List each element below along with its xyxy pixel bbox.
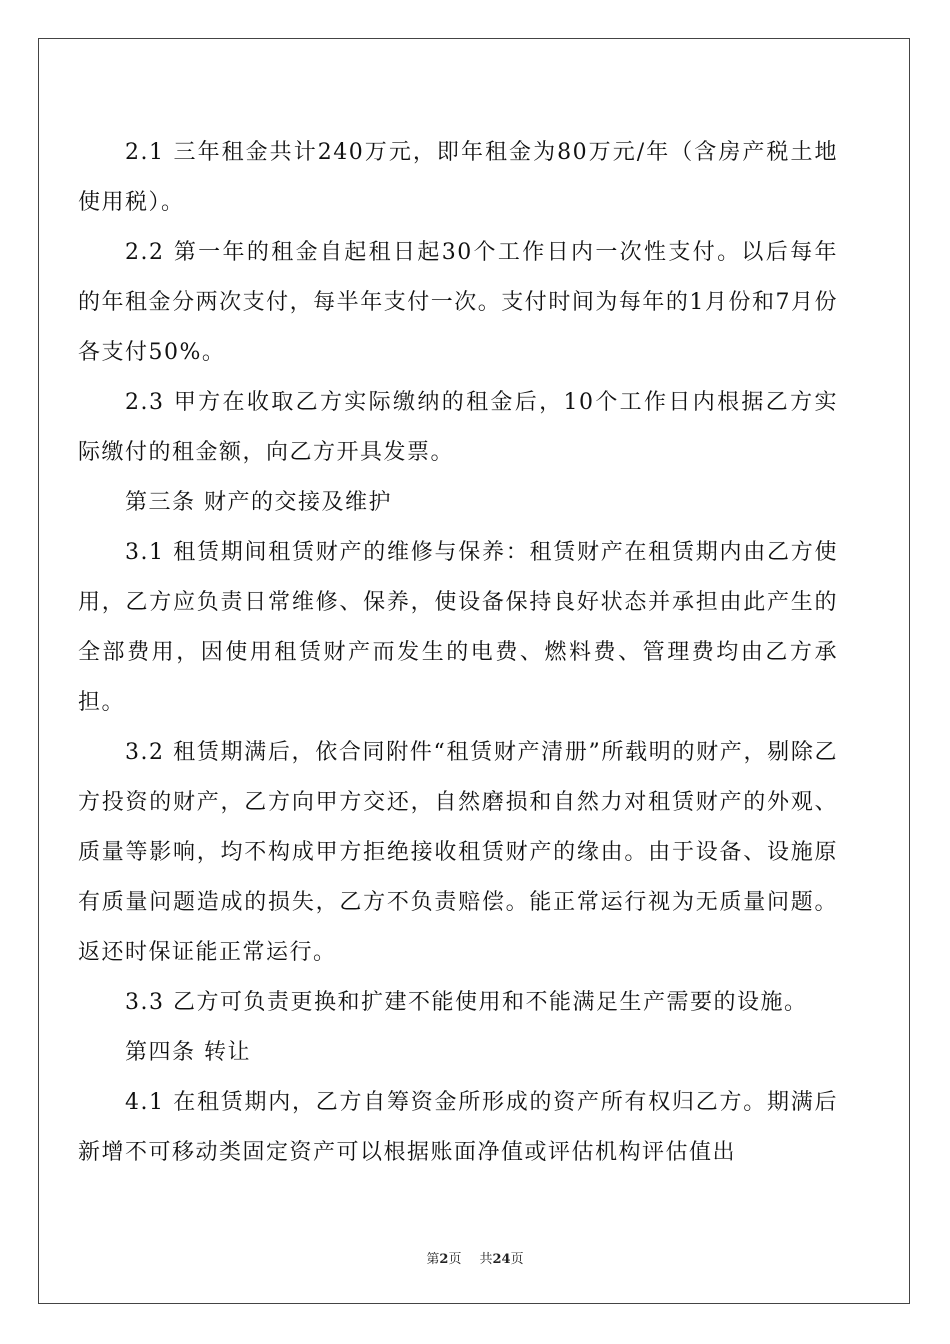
paragraph-2-3: 2.3 甲方在收取乙方实际缴纳的租金后，10个工作日内根据乙方实际缴付的租金额，向乙方开具发票。 bbox=[78, 390, 838, 465]
document-body bbox=[78, 128, 838, 1178]
page-suffix: 页 bbox=[448, 1252, 462, 1267]
page-prefix: 第 bbox=[426, 1252, 440, 1267]
paragraph-2-1: 2.1 三年租金共计240万元，即年租金为80万元/年（含房产税土地使用税）。 bbox=[78, 140, 838, 215]
section-heading-4: 第四条 转让 bbox=[125, 1040, 251, 1065]
paragraph-3-2: 3.2 租赁期满后，依合同附件“租赁财产清册”所载明的财产，剔除乙方投资的财产，乙方向甲方交还，自然磨损和自然力对租赁财产的外观、质量等影响，均不构成甲方拒绝接收租赁财产的缘由。由于设备、设施原有质量问题造成的损失，乙方不负责赔偿。能正常运行视为无质量问题。返还时保证能正常运行。 bbox=[78, 740, 838, 965]
total-prefix: 共 bbox=[479, 1252, 493, 1267]
paragraph-3-1: 3.1 租赁期间租赁财产的维修与保养：租赁财产在租赁期内由乙方使用，乙方应负责日常维修、保养，使设备保持良好状态并承担由此产生的全部费用，因使用租赁财产而发生的电费、燃料费、管理费均由乙方承担。 bbox=[78, 540, 838, 715]
total-pages: 24 bbox=[492, 1252, 511, 1267]
paragraph-2-2: 2.2 第一年的租金自起租日起30个工作日内一次性支付。以后每年的年租金分两次支付，每半年支付一次。支付时间为每年的1月份和7月份各支付50%。 bbox=[78, 240, 838, 365]
paragraph-3-3: 3.3 乙方可负责更换和扩建不能使用和不能满足生产需要的设施。 bbox=[125, 990, 808, 1015]
paragraph-4-1: 4.1 在租赁期内，乙方自筹资金所形成的资产所有权归乙方。期满后新增不可移动类固定资产可以根据账面净值或评估机构评估值出 bbox=[78, 1090, 838, 1165]
total-suffix: 页 bbox=[510, 1252, 524, 1267]
section-heading-3: 第三条 财产的交接及维护 bbox=[125, 490, 392, 515]
page-number: 2 bbox=[439, 1252, 449, 1267]
page-footer bbox=[0, 1248, 950, 1267]
